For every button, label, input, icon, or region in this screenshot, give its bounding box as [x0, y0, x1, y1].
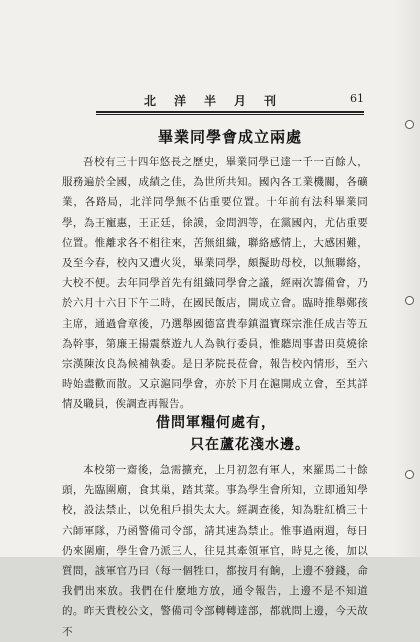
binding-hole [405, 470, 414, 479]
binding-hole [405, 120, 414, 129]
binding-edge [394, 0, 420, 557]
page-number: 61 [350, 92, 364, 105]
journal-title: 北洋半月刊 [144, 94, 295, 108]
article-body-grazing [62, 460, 368, 638]
article-title-line1: 借問軍糧何處有， [156, 415, 276, 431]
header-rule-thin [96, 114, 364, 115]
article-body-alumni [62, 152, 368, 417]
header-rule-thick [96, 111, 364, 113]
article-title-alumni: 畢業同學會成立兩處 [157, 128, 302, 146]
article-title-line2: 只在蘆花淺水邊。 [190, 437, 310, 453]
paragraph: 吾校有三十四年悠長之歷史，畢業同學已達一千一百餘人，服務遍於全國，成績之佳，為世所共知。國內各工業機關，各礦業，各路局，北洋同學無不佔重要位置。十年前有法科畢業同學，為王寵惠，王正廷，徐謨，金問泗等，在黨國內，尤佔重要位置。惟離求各不相往來，苦無組織，聯絡感情上，大感困難，及至今春，校內又遭火災，畢業同學，頗擬助母校，以無聯絡，大校不便。去年同學首先有組織同學會之議，經兩次籌備會，乃於六月十六日下午二時，在國民飯店，開成立會。臨時推舉鄭孩主席，通過會章後，乃選舉國德富貴奉鎮溫寶琛宗淮任成吉等五為幹事，第廉王揚震蔡遊九人為執行委員，惟聽周事書田莫燒徐宗漢陳汝良為候補執委。是日茅院長莅會，報告校內情形，至六時始盡歡而散。又京滬同學會，亦於下月在滬開成立會，至其詳情及職員，俟調查再報告。 [62, 156, 368, 411]
binding-hole [405, 296, 414, 305]
paragraph: 本校第一齋後，急需擴充，上月初忽有軍人，來羅馬二十餘頭，先臨圍廟，食其巢，踏其菜。事為學生會所知，立即通知學校，設法禁止，以免租戶損失太大。經調查後，知為駐紅橋三十六師軍隊，乃函警備司令部，請其速為禁止。惟事過兩週，每日仍來圍廟，學生會乃派三人，往見其牽領軍官，時見之後，加以質問，該軍官乃曰（每一個牲口，都按月有餉，上邊不發錢，命我們出來放。我們在什麼地方放，通令報告，上邊不是不知道的。昨天貴校公文，警備司令部轉轉達部，都就問上邊，今天故不 [62, 464, 368, 638]
running-header [96, 92, 364, 108]
